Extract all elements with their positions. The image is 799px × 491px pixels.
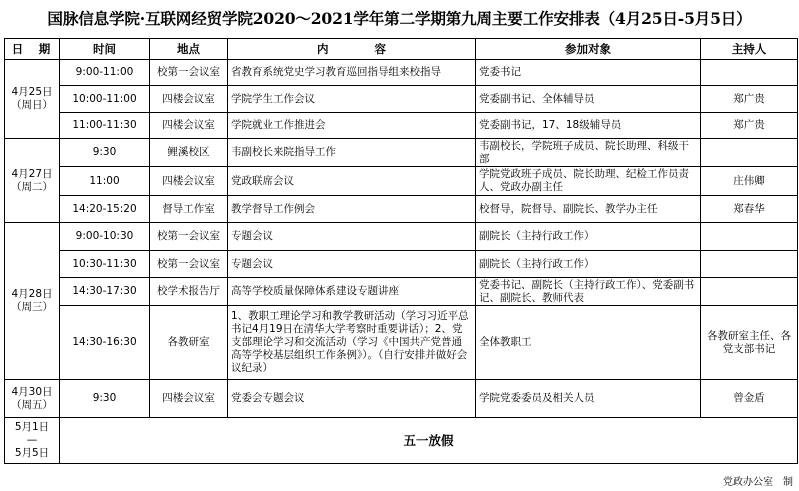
content-cell: 专题会议: [228, 223, 476, 251]
weekday-line: （周日）: [11, 99, 53, 111]
attendees-cell: 党委副书记，17、18级辅导员: [476, 113, 701, 139]
time-cell: 14:30-17:30: [60, 278, 150, 306]
content-cell: 高等学校质量保障体系建设专题讲座: [228, 278, 476, 306]
date-line: 4月27日: [11, 167, 53, 180]
table-row: [5, 113, 798, 139]
date-line: 5月5日: [14, 447, 50, 459]
table-row: [5, 60, 798, 86]
place-cell: 四楼会议室: [150, 167, 228, 196]
host-cell: [701, 278, 798, 306]
date-cell: [5, 139, 60, 223]
content-cell: 学院学生工作会议: [228, 86, 476, 113]
host-cell: 庄伟卿: [701, 167, 798, 196]
content-cell: 党政联席会议: [228, 167, 476, 196]
host-cell: 郑春华: [701, 196, 798, 223]
time-cell: 9:30: [60, 139, 150, 167]
time-cell: 14:30-16:30: [60, 306, 150, 380]
weekday-line: （周二）: [11, 180, 53, 193]
place-cell: 校第一会议室: [150, 223, 228, 251]
content-cell: 韦副校长来院指导工作: [228, 139, 476, 167]
weekday-line: （周五）: [11, 398, 53, 411]
host-cell: [701, 251, 798, 278]
schedule-table: [4, 38, 798, 464]
header-place: 地点: [150, 39, 228, 60]
time-cell: 9:00-10:30: [60, 223, 150, 251]
table-row: [5, 167, 798, 196]
attendees-cell: 韦副校长，学院班子成员、院长助理、科级干部: [476, 139, 701, 167]
attendees-cell: 党委副书记、全体辅导员: [476, 86, 701, 113]
table-row: [5, 223, 798, 251]
place-cell: 校第一会议室: [150, 60, 228, 86]
place-cell: 校第一会议室: [150, 251, 228, 278]
date-line: 4月25日: [11, 86, 53, 98]
host-cell: 郑广贵: [701, 86, 798, 113]
content-cell: 1、教职工理论学习和教学教研活动（学习习近平总书记4月19日在清华大学考察时重要讲话）；2、党支部理论学习和交流活动（学习《中国共产党普通高等学校基层组织工作条例》）。（自行安排并做好会议纪录）: [228, 306, 476, 380]
date-dash: —: [26, 434, 38, 446]
time-cell: 11:00: [60, 167, 150, 196]
date-line: 5月1日: [14, 421, 50, 433]
host-cell: 郑广贵: [701, 113, 798, 139]
attendees-cell: 党委书记: [476, 60, 701, 86]
host-cell: [701, 139, 798, 167]
page-title: 国脉信息学院·互联网经贸学院2020～2021学年第二学期第九周主要工作安排表（4月25日-5月5日）: [47, 9, 752, 28]
host-cell: [701, 223, 798, 251]
host-cell: 曾金盾: [701, 380, 798, 418]
holiday-label: 五一放假: [60, 418, 798, 464]
date-line: 4月28日: [11, 288, 53, 300]
time-cell: 14:20-15:20: [60, 196, 150, 223]
attendees-cell: 校督导，院督导、副院长、教学办主任: [476, 196, 701, 223]
content-cell: 教学督导工作例会: [228, 196, 476, 223]
time-cell: 9:00-11:00: [60, 60, 150, 86]
attendees-cell: 党委书记、副院长（主持行政工作）、党委副书记、副院长、教师代表: [476, 278, 701, 306]
weekday-line: （周三）: [11, 301, 53, 313]
table-row: [5, 251, 798, 278]
attendees-cell: 学院党政班子成员、院长助理、纪检工作员责人、党政办副主任: [476, 167, 701, 196]
table-row: [5, 278, 798, 306]
host-cell: 各教研室主任、各党支部书记: [701, 306, 798, 380]
place-cell: 各教研室: [150, 306, 228, 380]
header-time: 时间: [60, 39, 150, 60]
time-cell: 11:00-11:30: [60, 113, 150, 139]
time-cell: 9:30: [60, 380, 150, 418]
content-cell: 省教育系统党史学习教育巡回指导组来校指导: [228, 60, 476, 86]
content-cell: 党委会专题会议: [228, 380, 476, 418]
attendees-cell: 全体教职工: [476, 306, 701, 380]
place-cell: 督导工作室: [150, 196, 228, 223]
table-row: [5, 139, 798, 167]
footer-note: 党政办公室 制: [723, 477, 793, 488]
time-cell: 10:30-11:30: [60, 251, 150, 278]
place-cell: 四楼会议室: [150, 113, 228, 139]
attendees-cell: 副院长（主持行政工作）: [476, 251, 701, 278]
place-cell: 鲤溪校区: [150, 139, 228, 167]
header-content: 内 容: [228, 39, 476, 60]
content-cell: 专题会议: [228, 251, 476, 278]
attendees-cell: 副院长（主持行政工作）: [476, 223, 701, 251]
date-cell: [5, 223, 60, 380]
date-cell: [5, 60, 60, 139]
table-row: [5, 86, 798, 113]
table-row: [5, 196, 798, 223]
table-row: [5, 306, 798, 380]
header-row: [5, 39, 798, 60]
table-row: [5, 380, 798, 418]
place-cell: 校学术报告厅: [150, 278, 228, 306]
header-host: 主持人: [701, 39, 798, 60]
attendees-cell: 学院党委委员及相关人员: [476, 380, 701, 418]
time-cell: 10:00-11:00: [60, 86, 150, 113]
header-attendees: 参加对象: [476, 39, 701, 60]
date-cell: [5, 380, 60, 418]
host-cell: [701, 60, 798, 86]
place-cell: 四楼会议室: [150, 86, 228, 113]
place-cell: 四楼会议室: [150, 380, 228, 418]
date-cell: [5, 418, 60, 464]
holiday-row: [5, 418, 798, 464]
header-date: 日 期: [5, 39, 60, 60]
content-cell: 学院就业工作推进会: [228, 113, 476, 139]
date-line: 4月30日: [11, 385, 53, 398]
